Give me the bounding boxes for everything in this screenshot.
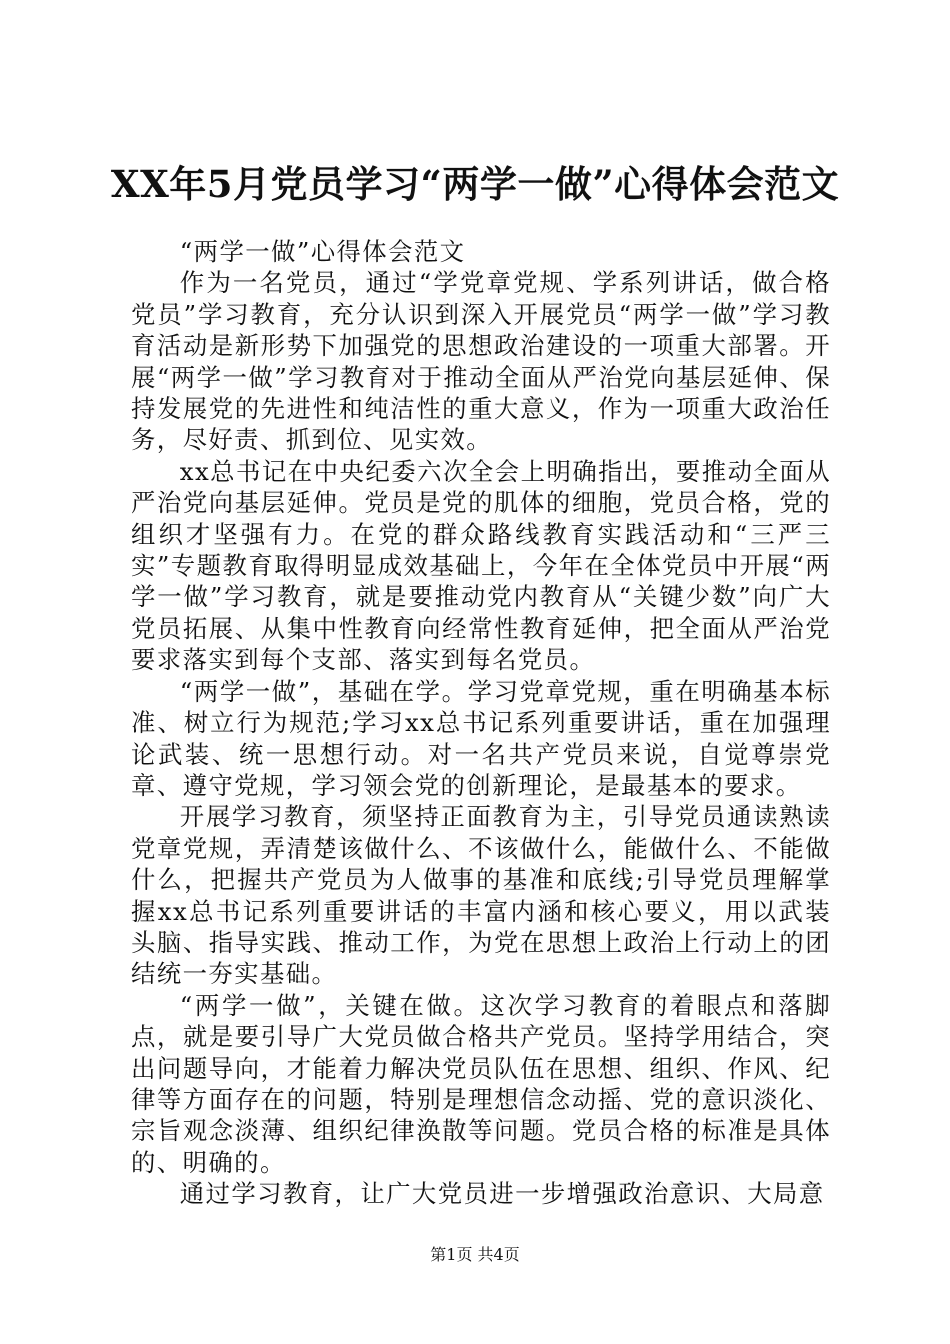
page-footer: 第1页 共4页 — [430, 1245, 520, 1264]
paragraph-3: “两学一做”，基础在学。学习党章党规，重在明确基本标准、树立行为规范;学习xx总书记系列重要讲话，重在加强理论武装、统一思想行动。对一名共产党员来说，自觉尊崇党章、遵守党规，学习领会党的创新理论，是最基本的要求。 — [131, 676, 831, 800]
document-title: XX年5月党员学习“两学一做”心得体会范文 — [110, 162, 840, 206]
paragraph-2: xx总书记在中央纪委六次全会上明确指出，要推动全面从严治党向基层延伸。党员是党的肌体的细胞，党员合格，党的组织才坚强有力。在党的群众路线教育实践活动和“三严三实”专题教育取得明显成效基础上，今年在全体党员中开展“两学一做”学习教育，就是要推动党内教育从“关键少数”向广大党员拓展、从集中性教育向经常性教育延伸，把全面从严治党要求落实到每个支部、落实到每名党员。 — [131, 456, 831, 675]
paragraph-5: “两学一做”，关键在做。这次学习教育的着眼点和落脚点，就是要引导广大党员做合格共产党员。坚持学用结合，突出问题导向，才能着力解决党员队伍在思想、组织、作风、纪律等方面存在的问题，特别是理想信念动摇、党的意识淡化、宗旨观念淡薄、组织纪律涣散等问题。党员合格的标准是具体的、明确的。 — [131, 990, 831, 1177]
paragraph-4: 开展学习教育，须坚持正面教育为主，引导党员通读熟读党章党规，弄清楚该做什么、不该做什么，能做什么、不能做什么，把握共产党员为人做事的基准和底线;引导党员理解掌握xx总书记系列重要讲话的丰富内涵和核心要义，用以武装头脑、指导实践、推动工作，为党在思想上政治上行动上的团结统一夯实基础。 — [131, 802, 831, 989]
document-subtitle: “两学一做”心得体会范文 — [179, 237, 466, 266]
document-body — [131, 236, 831, 1210]
paragraph-6: 通过学习教育，让广大党员进一步增强政治意识、大局意 — [179, 1179, 825, 1209]
paragraph-1: 作为一名党员，通过“学党章党规、学系列讲话，做合格党员”学习教育，充分认识到深入开展党员“两学一做”学习教育活动是新形势下加强党的思想政治建设的一项重大部署。开展“两学一做”学习教育对于推动全面从严治党向基层延伸、保持发展党的先进性和纯洁性的重大意义，作为一项重大政治任务，尽好责、抓到位、见实效。 — [131, 268, 831, 455]
